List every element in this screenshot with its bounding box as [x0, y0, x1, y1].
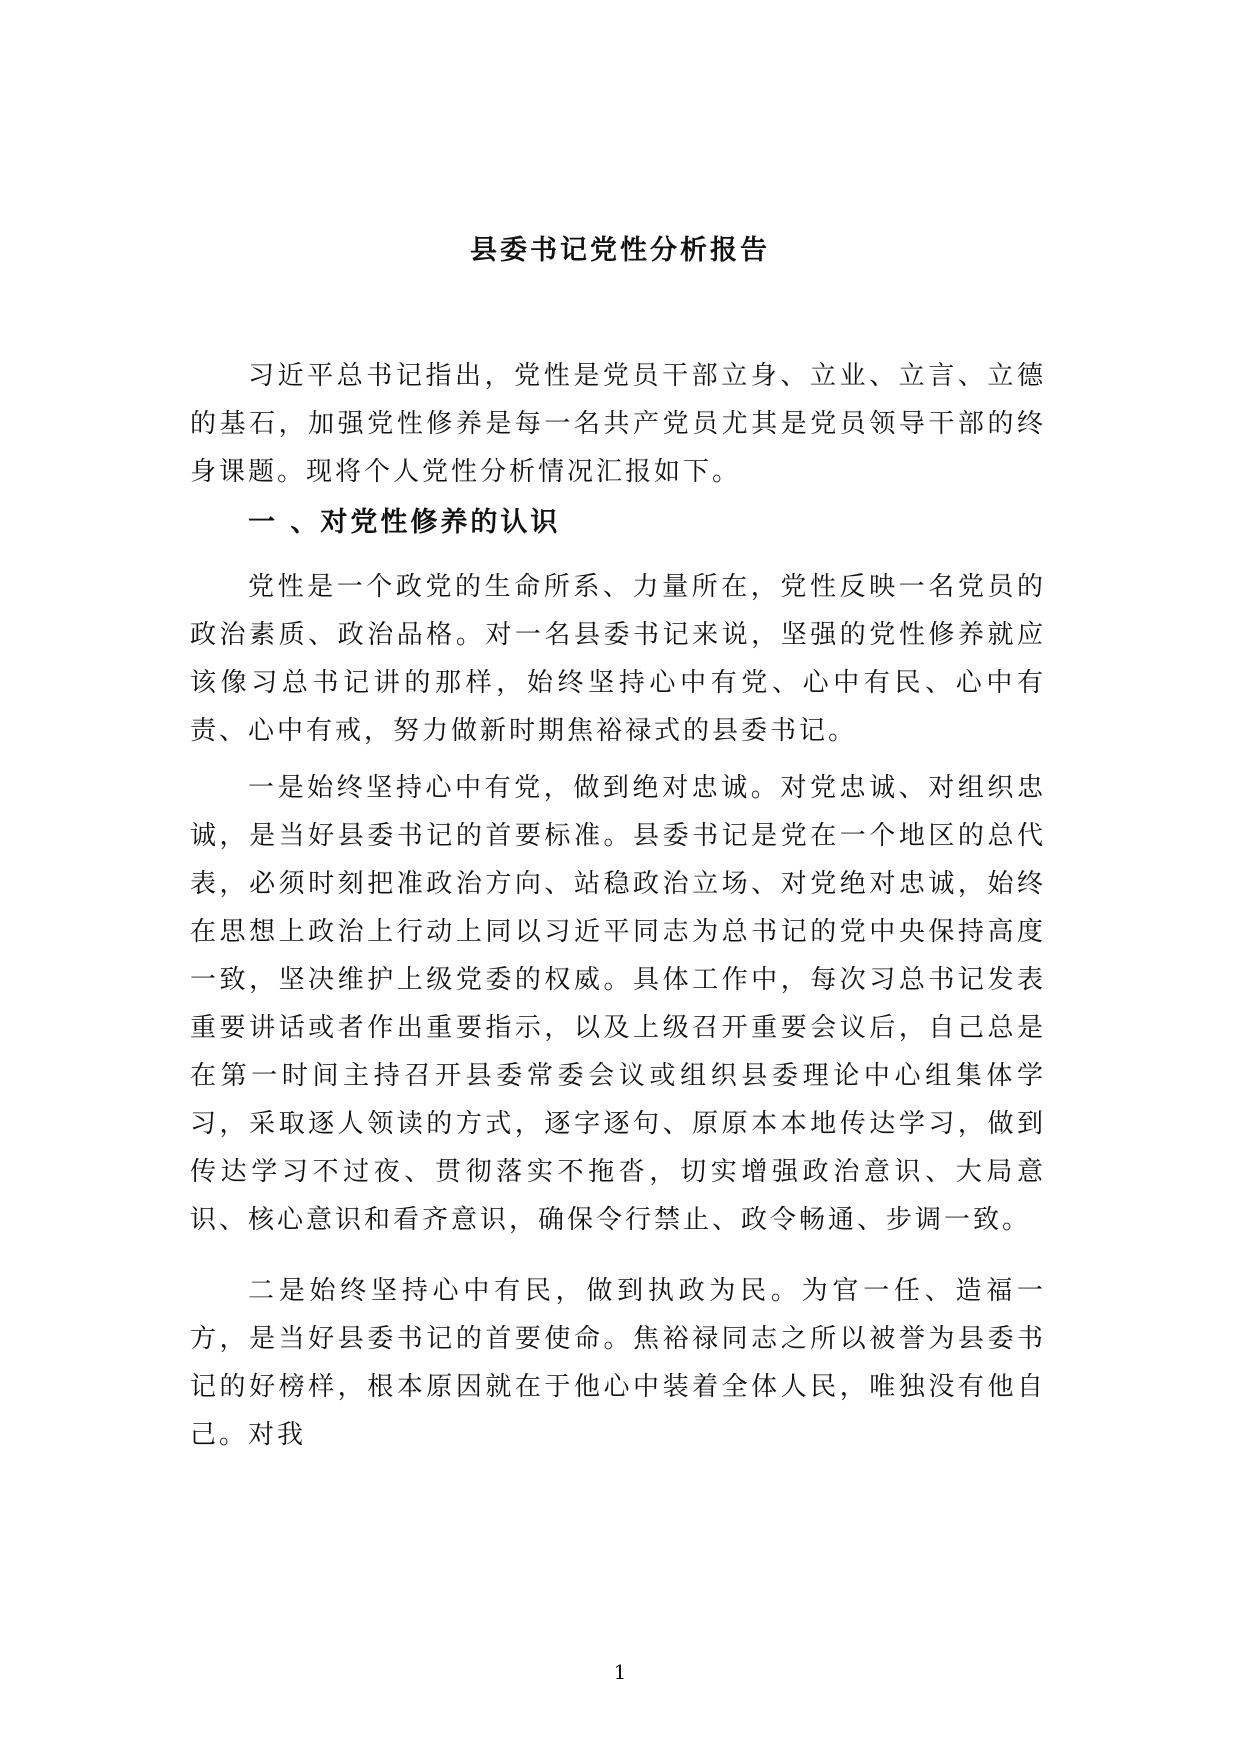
body-paragraph: 一是始终坚持心中有党，做到绝对忠诚。对党忠诚、对组织忠诚，是当好县委书记的首要标准。县委书记是党在一个地区的总代表，必须时刻把准政治方向、站稳政治立场、对党绝对忠诚，始终在思想上政治上行动上同以习近平同志为总书记的党中央保持高度一致，坚决维护上级党委的权威。具体工作中，每次习总书记发表重要讲话或者作出重要指示，以及上级召开重要会议后，自己总是在第一时间主持召开县委常委会议或组织县委理论中心组集体学习，采取逐人领读的方式，逐字逐句、原原本本地传达学习，做到传达学习不过夜、贯彻落实不拖沓，切实增强政治意识、大局意识、核心意识和看齐意识，确保令行禁止、政令畅通、步调一致。 — [190, 773, 1046, 1235]
body-paragraph: 党性是一个政党的生命所系、力量所在，党性反映一名党员的政治素质、政治品格。对一名县委书记来说，坚强的党性修养就应该像习总书记讲的那样，始终坚持心中有党、心中有民、心中有责、心中有戒，努力做新时期焦裕禄式的县委书记。 — [190, 572, 1046, 746]
section-heading: 一 、对党性修养的认识 — [248, 507, 561, 538]
document-title: 县委书记党性分析报告 — [470, 235, 770, 266]
intro-paragraph: 习近平总书记指出，党性是党员干部立身、立业、立言、立德的基石，加强党性修养是每一名共产党员尤其是党员领导干部的终身课题。现将个人党性分析情况汇报如下。 — [190, 361, 1046, 487]
page-number: 1 — [613, 1660, 627, 1684]
body-paragraph: 二是始终坚持心中有民，做到执政为民。为官一任、造福一方，是当好县委书记的首要使命。焦裕禄同志之所以被誉为县委书记的好榜样，根本原因就在于他心中装着全体人民，唯独没有他自己。对我 — [190, 1276, 1046, 1450]
